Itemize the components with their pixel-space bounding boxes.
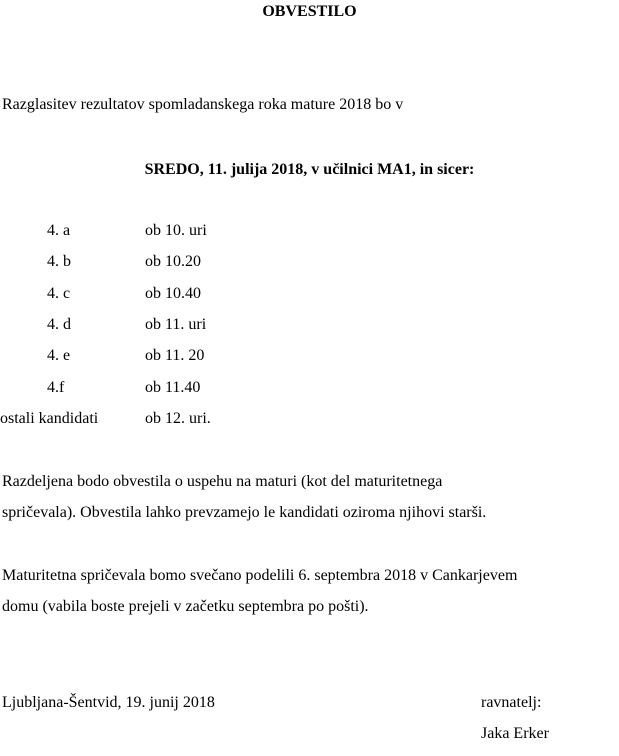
intro-text: Razglasitev rezultatov spomladanskega roka mature 2018 bo v — [2, 96, 404, 113]
schedule-class-label: 4. a — [47, 222, 71, 239]
results-paragraph-line: Razdeljena bodo obvestila o uspehu na maturi (kot del maturitetnega — [2, 473, 443, 490]
place-and-date: Ljubljana-Šentvid, 19. junij 2018 — [2, 694, 215, 711]
ceremony-paragraph-line: domu (vabila boste prejeli v začetku septembra po pošti). — [2, 598, 369, 615]
schedule-class-label: 4. d — [47, 316, 71, 333]
schedule-time: ob 11. uri — [145, 316, 207, 333]
schedule-class-label: 4. b — [47, 253, 71, 270]
schedule-class-label: 4.f — [47, 379, 65, 396]
schedule-time: ob 11.40 — [145, 379, 201, 396]
results-paragraph-line: spričevala). Obvestila lahko prevzamejo le kandidati oziroma njihovi starši. — [2, 504, 487, 521]
schedule-class-label: ostali kandidati — [0, 410, 99, 427]
ceremony-paragraph-line: Maturitetna spričevala bomo svečano podelili 6. septembra 2018 v Cankarjevem — [2, 567, 518, 584]
schedule-time: ob 11. 20 — [145, 347, 205, 364]
schedule-class-label: 4. e — [47, 347, 71, 364]
schedule-class-label: 4. c — [47, 285, 71, 302]
announcement-date-location: SREDO, 11. julija 2018, v učilnici MA1, in sicer: — [144, 161, 475, 178]
document-title: OBVESTILO — [262, 3, 357, 20]
signatory-role: ravnatelj: — [481, 694, 542, 711]
schedule-time: ob 10. uri — [145, 222, 207, 239]
schedule-time: ob 10.20 — [145, 253, 201, 270]
schedule-time: ob 10.40 — [145, 285, 201, 302]
schedule-time: ob 12. uri. — [145, 410, 211, 427]
signatory-name: Jaka Erker — [481, 725, 549, 742]
